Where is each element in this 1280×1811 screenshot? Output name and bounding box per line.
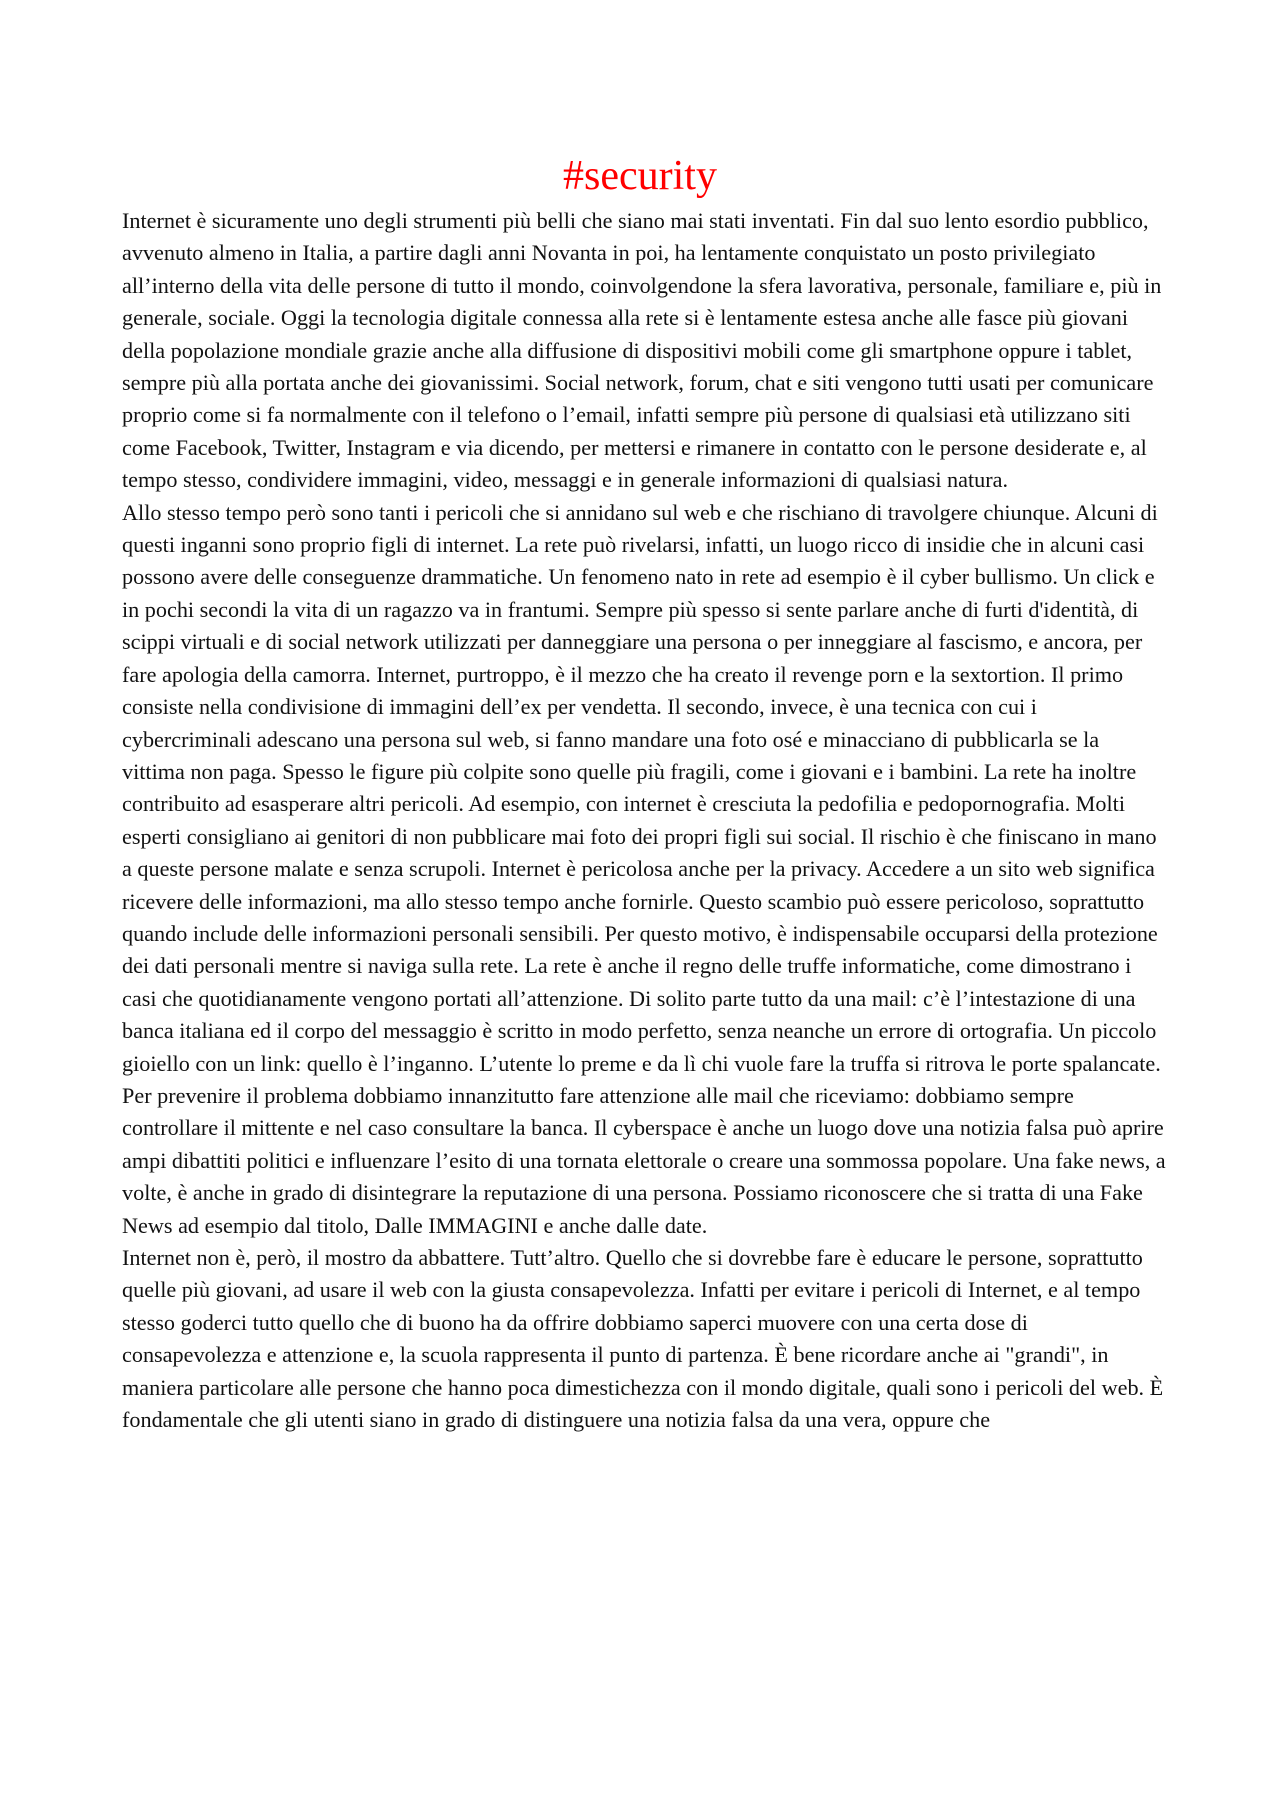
- paragraph-intro: Internet è sicuramente uno degli strumenti più belli che siano mai stati inventati. Fin dal suo lento esordio pubblico, avvenuto almeno in Italia, a partire dagli anni Novanta in poi, ha lentamente conquistato un posto privilegiato all’interno della vita delle persone di tutto il mondo, coinvolgendone la sfera lavorativa, personale, familiare e, più in generale, sociale. Oggi la tecnologia digitale connessa alla rete si è lentamente estesa anche alle fasce più giovani della popolazione mondiale grazie anche alla diffusione di dispositivi mobili come gli smartphone oppure i tablet, sempre più alla portata anche dei giovanissimi. Social network, forum, chat e siti vengono tutti usati per comunicare proprio come si fa normalmente con il telefono o l’email, infatti sempre più persone di qualsiasi età utilizzano siti come Facebook, Twitter, Instagram e via dicendo, per mettersi e rimanere in contatto con le persone desiderate e, al tempo stesso, condividere immagini, video, messaggi e in generale informazioni di qualsiasi natura.: [122, 208, 1162, 493]
- document-body: [122, 205, 1167, 1436]
- document-title: #security: [563, 153, 717, 199]
- paragraph-dangers: Allo stesso tempo però sono tanti i pericoli che si annidano sul web e che rischiano di travolgere chiunque. Alcuni di questi inganni sono proprio figli di internet. La rete può rivelarsi, infatti, un luogo ricco di insidie che in alcuni casi possono avere delle conseguenze drammatiche. Un fenomeno nato in rete ad esempio è il cyber bullismo. Un click e in pochi secondi la vita di un ragazzo va in frantumi. Sempre più spesso si sente parlare anche di furti d'identità, di scippi virtuali e di social network utilizzati per danneggiare una persona o per inneggiare al fascismo, e ancora, per fare apologia della camorra. Internet, purtroppo, è il mezzo che ha creato il revenge porn e la sextortion. Il primo consiste nella condivisione di immagini dell’ex per vendetta. Il secondo, invece, è una tecnica con cui i cybercriminali adescano una persona sul web, si fanno mandare una foto osé e minacciano di pubblicarla se la vittima non paga. Spesso le figure più colpite sono quelle più fragili, come i giovani e i bambini. La rete ha inoltre contribuito ad esasperare altri pericoli. Ad esempio, con internet è cresciuta la pedofilia e pedopornografia. Molti esperti consigliano ai genitori di non pubblicare mai foto dei propri figli sui social. Il rischio è che finiscano in mano a queste persone malate e senza scrupoli. Internet è pericolosa anche per la privacy. Accedere a un sito web significa ricevere delle informazioni, ma allo stesso tempo anche fornirle. Questo scambio può essere pericoloso, soprattutto quando include delle informazioni personali sensibili. Per questo motivo, è indispensabile occuparsi della protezione dei dati personali mentre si naviga sulla rete. La rete è anche il regno delle truffe informatiche, come dimostrano i casi che quotidianamente vengono portati all’attenzione. Di solito parte tutto da una mail: c’è l’intestazione di una banca italiana ed il corpo del messaggio è scritto in modo perfetto, senza neanche un errore di ortografia. Un piccolo gioiello con un link: quello è l’inganno. L’utente lo preme e da lì chi vuole fare la truffa si ritrova le porte spalancate. Per prevenire il problema dobbiamo innanzitutto fare attenzione alle mail che riceviamo: dobbiamo sempre controllare il mittente e nel caso consultare la banca. Il cyberspace è anche un luogo dove una notizia falsa può aprire ampi dibattiti politici e influenzare l’esito di una tornata elettorale o creare una sommossa popolare. Una fake news, a volte, è anche in grado di disintegrare la reputazione di una persona. Possiamo riconoscere che si tratta di una Fake News ad esempio dal titolo, Dalle IMMAGINI e anche dalle date.: [122, 499, 1166, 1238]
- paragraph-education: Internet non è, però, il mostro da abbattere. Tutt’altro. Quello che si dovrebbe fare è educare le persone, soprattutto quelle più giovani, ad usare il web con la giusta consapevolezza. Infatti per evitare i pericoli di Internet, e al tempo stesso goderci tutto quello che di buono ha da offrire dobbiamo saperci muovere con una certa dose di consapevolezza e attenzione e, la scuola rappresenta il punto di partenza. È bene ricordare anche ai "grandi", in maniera particolare alle persone che hanno poca dimestichezza con il mondo digitale, quali sono i pericoli del web. È fondamentale che gli utenti siano in grado di distinguere una notizia falsa da una vera, oppure che: [122, 1245, 1164, 1433]
